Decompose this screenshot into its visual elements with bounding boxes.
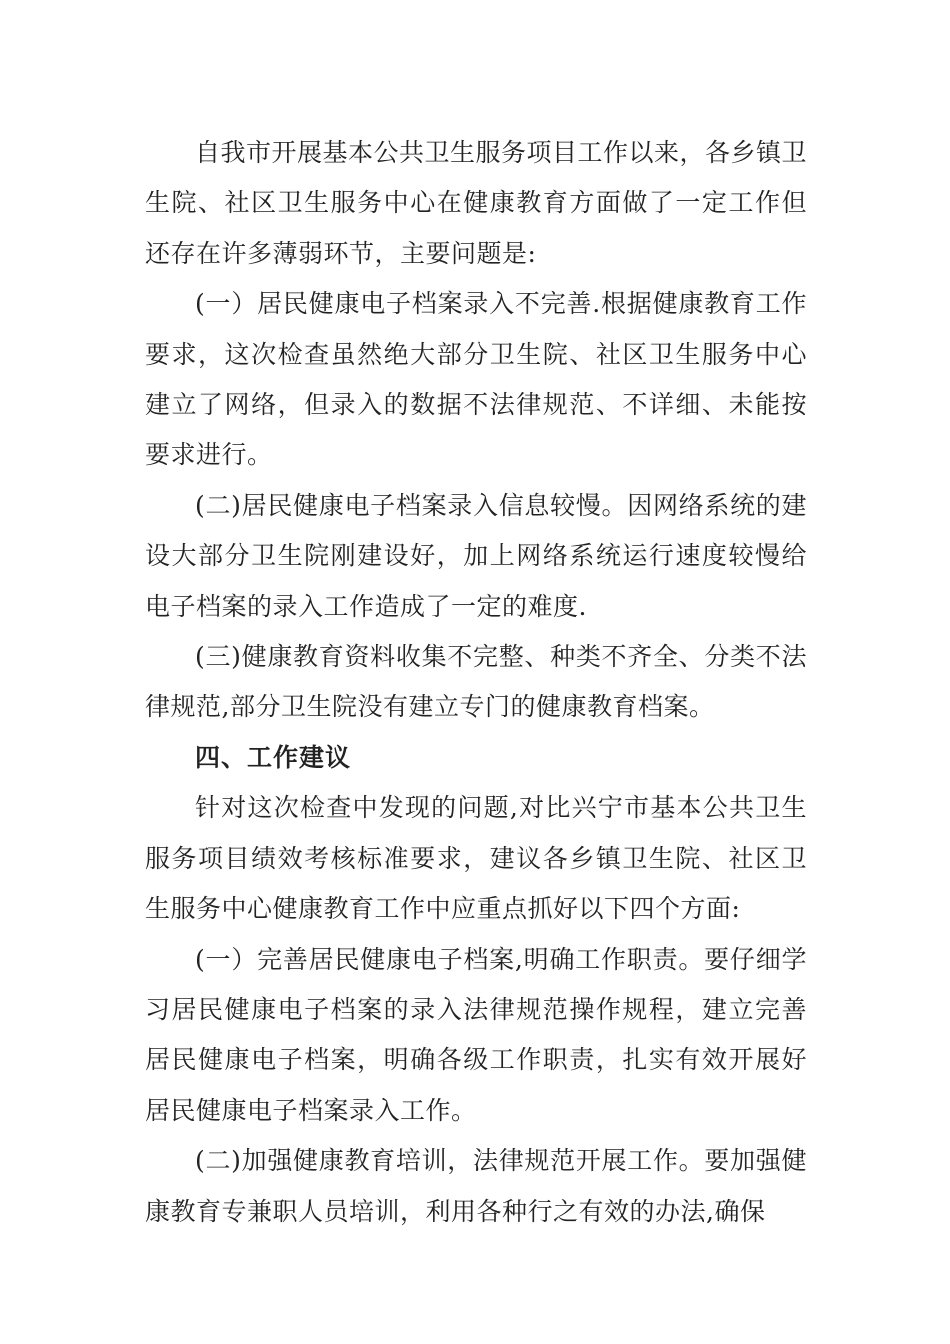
paragraph-suggestion-1: (一）完善居民健康电子档案,明确工作职责。要仔细学习居民健康电子档案的录入法律规范操作规程，建立完善居民健康电子档案，明确各级工作职责，扎实有效开展好居民健康电子档案录入工作。 <box>145 944 807 1125</box>
paragraph-intro: 自我市开展基本公共卫生服务项目工作以来，各乡镇卫生院、社区卫生服务中心在健康教育方面做了一定工作但还存在许多薄弱环节，主要问题是: <box>145 138 808 268</box>
paragraph-suggestion-intro: 针对这次检查中发现的问题,对比兴宁市基本公共卫生服务项目绩效考核标准要求，建议各乡镇卫生院、社区卫生服务中心健康教育工作中应重点抓好以下四个方面: <box>145 793 807 924</box>
paragraph-suggestion-2: (二)加强健康教育培训，法律规范开展工作。要加强健康教育专兼职人员培训，利用各种行之有效的办法,确保 <box>145 1146 807 1226</box>
document-body <box>145 128 807 1237</box>
paragraph-issue-2: (二)居民健康电子档案录入信息较慢。因网络系统的建设大部分卫生院刚建设好，加上网络系统运行速度较慢给电子档案的录入工作造成了一定的难度. <box>145 490 807 621</box>
paragraph-issue-1: (一）居民健康电子档案录入不完善.根据健康教育工作要求，这次检查虽然绝大部分卫生院、社区卫生服务中心建立了网络，但录入的数据不法律规范、不详细、未能按要求进行。 <box>145 289 807 470</box>
section-heading: 四、工作建议 <box>195 742 352 772</box>
paragraph-issue-3: (三)健康教育资料收集不完整、种类不齐全、分类不法律规范,部分卫生院没有建立专门的健康教育档案。 <box>145 642 807 722</box>
